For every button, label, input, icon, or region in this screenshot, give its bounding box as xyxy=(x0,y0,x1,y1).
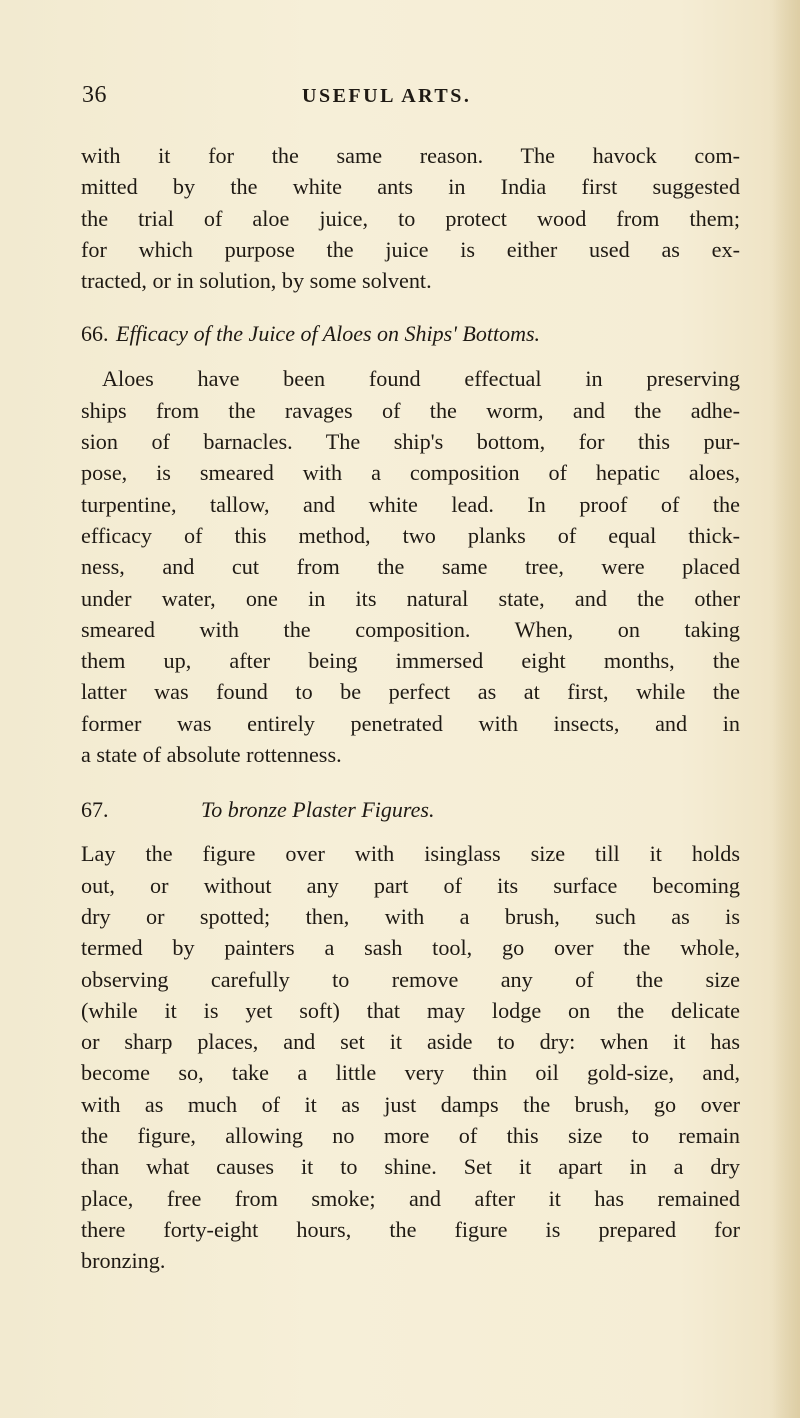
text-line: than what causes it to shine. Set it apart in a dry xyxy=(81,1154,740,1180)
text-line: termed by painters a sash tool, go over the whole, xyxy=(81,935,740,961)
text-line: Lay the figure over with isinglass size till it holds xyxy=(81,841,740,867)
text-line: (while it is yet soft) that may lodge on the delicate xyxy=(81,997,740,1023)
text-line: latter was found to be perfect as at first, while the xyxy=(81,679,740,705)
text-line: tracted, or in solution, by some solvent. xyxy=(81,268,432,294)
continuation-paragraph xyxy=(81,140,740,296)
section-title: To bronze Plaster Figures. xyxy=(201,797,435,823)
text-line: Aloes have been found effectual in preserving xyxy=(102,366,740,392)
text-line: ness, and cut from the same tree, were placed xyxy=(81,554,740,580)
running-title: USEFUL ARTS. xyxy=(302,85,472,107)
text-line: dry or spotted; then, with a brush, such as is xyxy=(81,903,740,929)
text-line: sion of barnacles. The ship's bottom, for this pur- xyxy=(81,429,740,455)
text-line: ships from the ravages of the worm, and the adhe- xyxy=(81,397,740,423)
page-body xyxy=(81,140,740,1277)
text-line: the figure, allowing no more of this size to remain xyxy=(81,1123,740,1149)
text-line: a state of absolute rottenness. xyxy=(81,742,342,768)
section-67-paragraph xyxy=(81,838,740,1276)
section-number: 67. xyxy=(81,797,109,823)
text-line: bronzing. xyxy=(81,1248,166,1274)
text-line: the trial of aloe juice, to protect wood from them; xyxy=(81,205,740,231)
text-line: pose, is smeared with a composition of hepatic aloes, xyxy=(81,460,740,486)
text-line: place, free from smoke; and after it has remained xyxy=(81,1185,740,1211)
text-line: with it for the same reason. The havock com- xyxy=(81,143,740,168)
text-line: smeared with the composition. When, on taking xyxy=(81,616,740,642)
section-67-heading xyxy=(81,794,740,825)
running-head xyxy=(0,82,800,114)
text-line: there forty-eight hours, the figure is prepared for xyxy=(81,1216,740,1242)
text-line: out, or without any part of its surface becoming xyxy=(81,872,740,898)
text-line: them up, after being immersed eight months, the xyxy=(81,648,740,674)
text-line: observing carefully to remove any of the size xyxy=(81,966,740,992)
section-66-paragraph xyxy=(81,363,740,770)
section-title: Efficacy of the Juice of Aloes on Ships' Bottoms. xyxy=(116,321,541,347)
text-line: or sharp places, and set it aside to dry: when it has xyxy=(81,1029,740,1055)
text-line: former was entirely penetrated with insects, and in xyxy=(81,710,740,736)
section-number: 66. xyxy=(81,321,109,347)
text-line: efficacy of this method, two planks of equal thick- xyxy=(81,522,740,548)
page-number: 36 xyxy=(82,82,107,108)
section-66-heading xyxy=(81,318,740,349)
text-line: mitted by the white ants in India first suggested xyxy=(81,174,740,200)
text-line: become so, take a little very thin oil gold-size, and, xyxy=(81,1060,740,1086)
text-line: for which purpose the juice is either used as ex- xyxy=(81,236,740,262)
text-line: turpentine, tallow, and white lead. In proof of the xyxy=(81,491,740,517)
text-line: with as much of it as just damps the brush, go over xyxy=(81,1091,740,1117)
page-edge-shadow xyxy=(772,0,800,1418)
text-line: under water, one in its natural state, and the other xyxy=(81,585,740,611)
